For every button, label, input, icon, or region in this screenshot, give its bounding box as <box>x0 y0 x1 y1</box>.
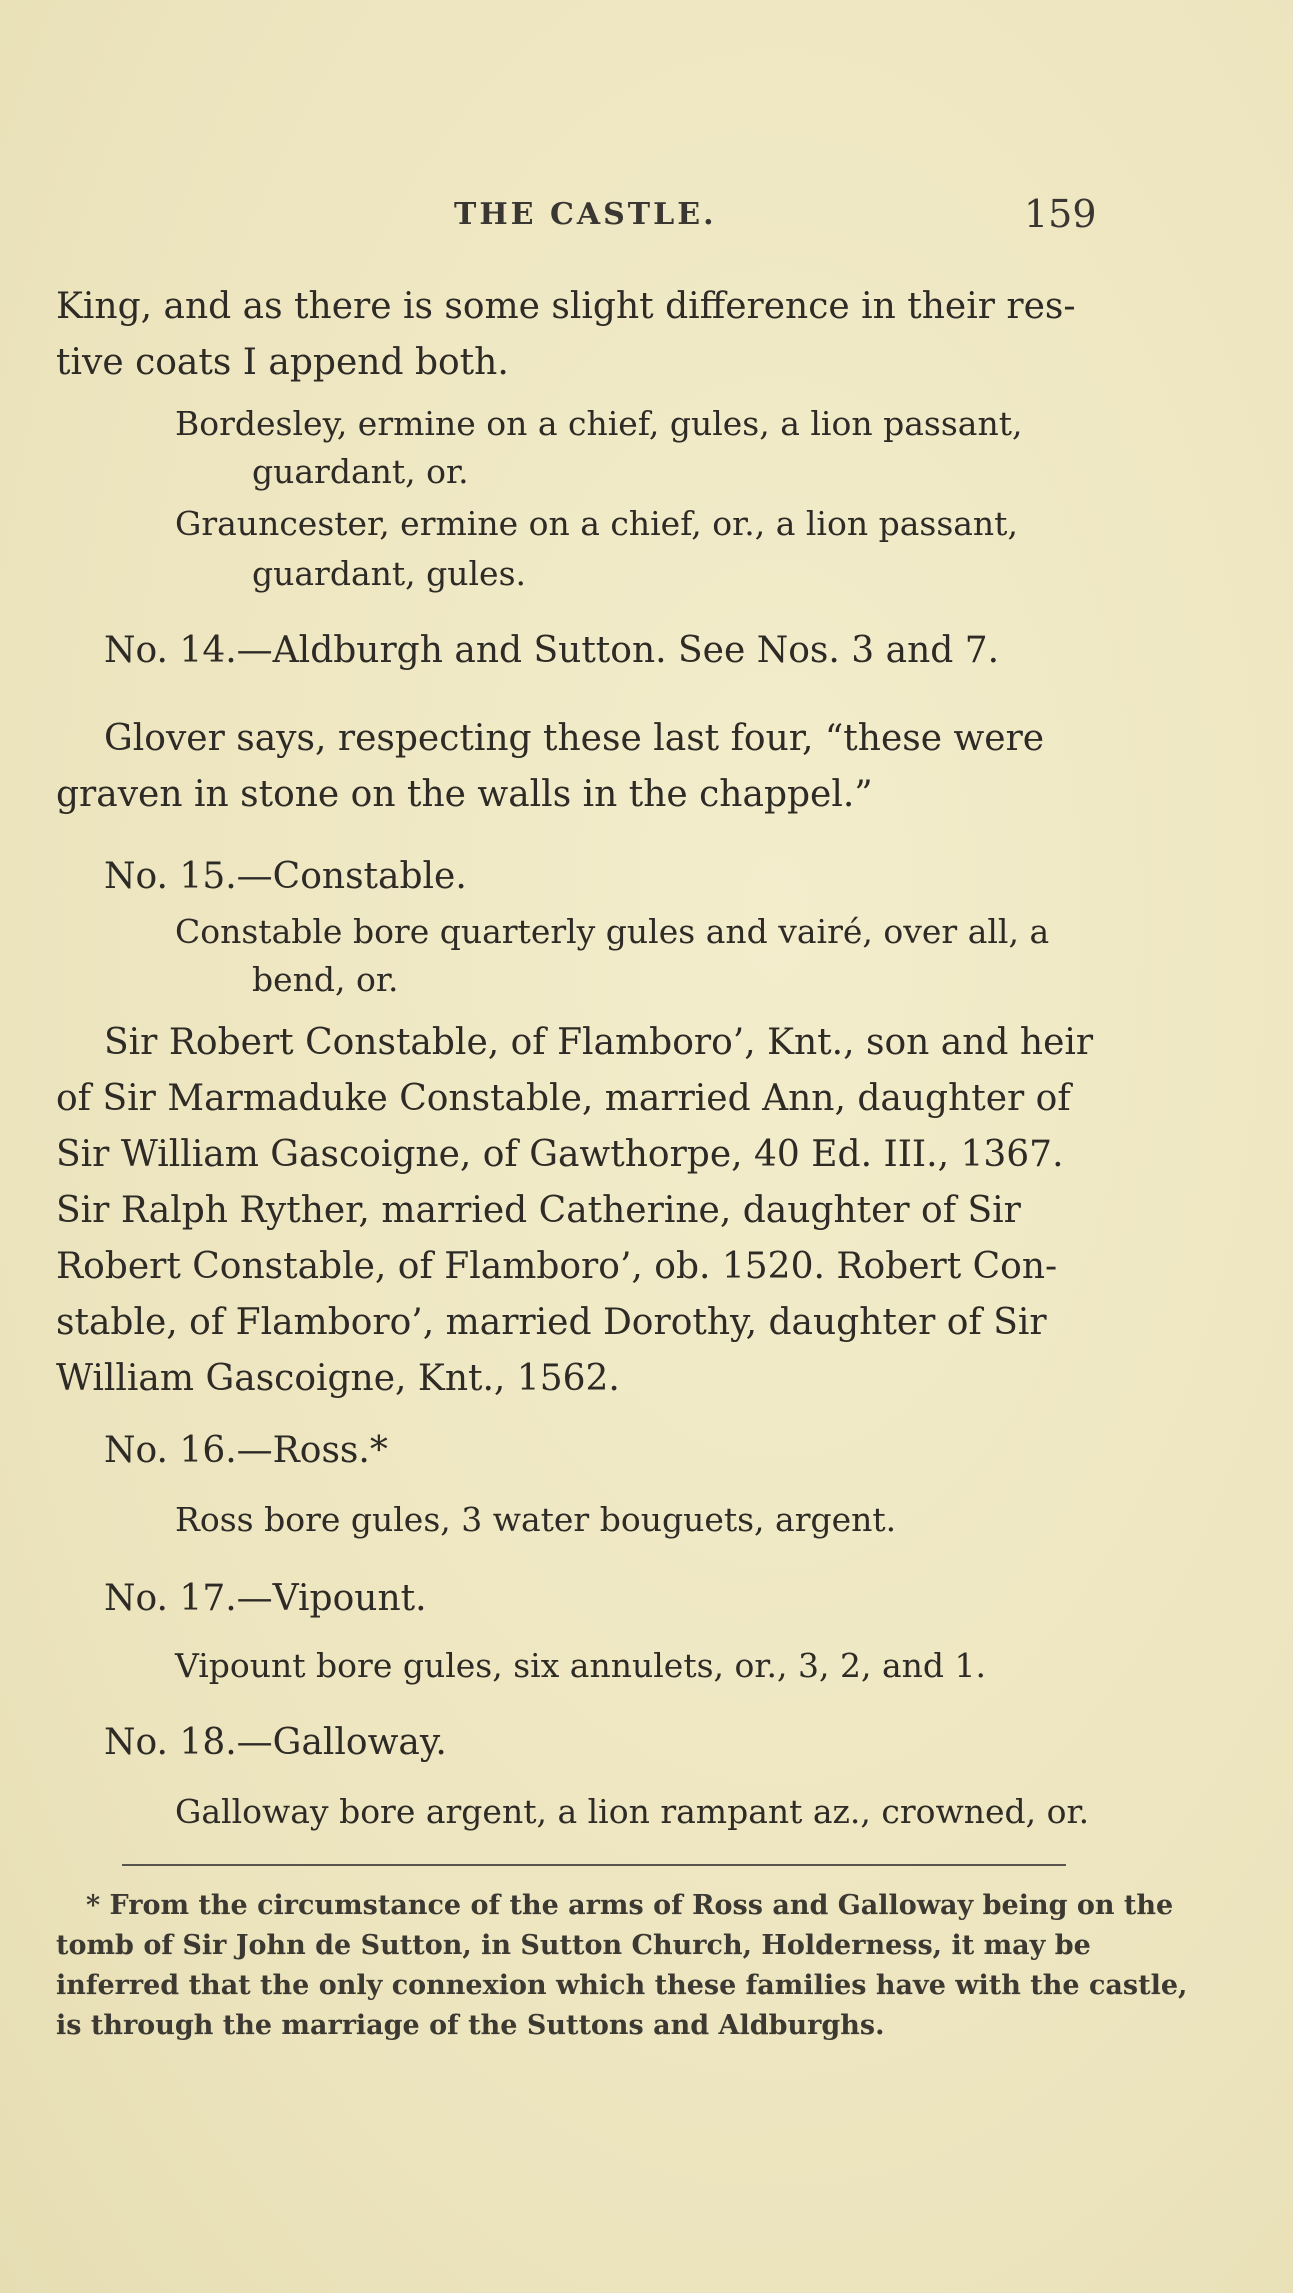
text-line: of Sir Marmaduke Constable, married Ann, daughter of <box>56 1078 1071 1119</box>
footnote-line: tomb of Sir John de Sutton, in Sutton Church, Holderness, it may be <box>56 1930 1091 1961</box>
text-line: graven in stone on the walls in the chappel.” <box>56 774 873 815</box>
text-line: King, and as there is some slight difference in their res- <box>56 286 1076 327</box>
entry-heading: No. 18.—Galloway. <box>104 1722 447 1763</box>
text-line: Sir Robert Constable, of Flamboro’, Knt., son and heir <box>104 1022 1094 1063</box>
text-line: Sir Ralph Ryther, married Catherine, daughter of Sir <box>56 1190 1021 1231</box>
blazon-line: guardant, gules. <box>252 554 527 593</box>
entry-heading: No. 16.—Ross.* <box>104 1430 388 1471</box>
text-line: Glover says, respecting these last four, “these were <box>104 718 1045 759</box>
entry-heading: No. 14.—Aldburgh and Sutton. See Nos. 3 and 7. <box>104 630 1000 671</box>
blazon-line: guardant, or. <box>252 452 469 491</box>
footnote-divider <box>122 1864 1066 1866</box>
blazon-line: Galloway bore argent, a lion rampant az., crowned, or. <box>175 1792 1090 1831</box>
blazon-line: bend, or. <box>252 960 399 999</box>
blazon-line: Vipount bore gules, six annulets, or., 3, 2, and 1. <box>175 1646 986 1685</box>
blazon-line: Bordesley, ermine on a chief, gules, a lion passant, <box>175 404 1023 443</box>
text-line: tive coats I append both. <box>56 342 509 383</box>
text-line: Robert Constable, of Flamboro’, ob. 1520. Robert Con- <box>56 1246 1058 1287</box>
footnote-line: * From the circumstance of the arms of Ross and Galloway being on the <box>86 1890 1174 1921</box>
footnote-line: inferred that the only connexion which these families have with the castle, <box>56 1970 1188 2001</box>
blazon-line: Grauncester, ermine on a chief, or., a lion passant, <box>175 504 1018 543</box>
page-number: 159 <box>1024 192 1097 236</box>
text-line: Sir William Gascoigne, of Gawthorpe, 40 Ed. III., 1367. <box>56 1134 1064 1175</box>
text-line: William Gascoigne, Knt., 1562. <box>56 1358 620 1399</box>
blazon-line: Constable bore quarterly gules and vairé, over all, a <box>175 912 1050 951</box>
footnote-line: is through the marriage of the Suttons and Aldburghs. <box>56 2010 885 2041</box>
entry-heading: No. 15.—Constable. <box>104 856 467 897</box>
entry-heading: No. 17.—Vipount. <box>104 1578 427 1619</box>
blazon-line: Ross bore gules, 3 water bouguets, argent. <box>175 1500 897 1539</box>
running-header-title: THE CASTLE. <box>454 197 717 232</box>
text-line: stable, of Flamboro’, married Dorothy, daughter of Sir <box>56 1302 1047 1343</box>
